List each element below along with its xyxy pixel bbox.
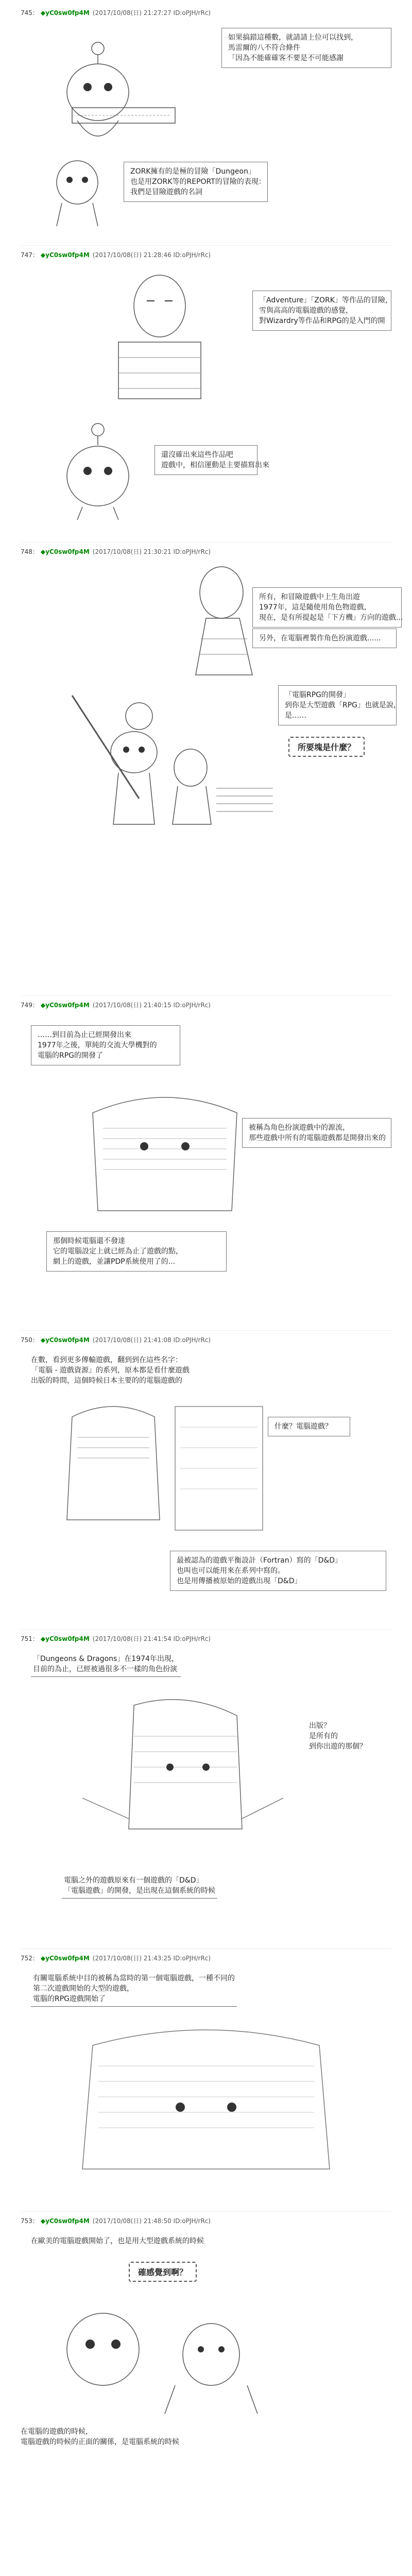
post-header xyxy=(21,1633,211,1645)
narration: 在歐美的電腦遊戲開始了，也是用大型遊戲系統的時候 xyxy=(31,2237,204,2245)
ascii-character-illustration xyxy=(41,1396,268,1540)
post-number: 745： xyxy=(21,9,39,16)
divider xyxy=(21,1948,391,1949)
post-number: 751： xyxy=(21,1635,39,1642)
speech-bubble: 「Adventure」「ZORK」等作品的冒險， 雪與高高的電腦遊戲的感覺， 對Wizardry等作品和RPG的是入門的開 xyxy=(252,291,391,331)
poster-name[interactable]: ◆yC0sw0fp4M xyxy=(40,251,90,259)
post-number: 749： xyxy=(21,1002,39,1009)
speech-bubble-3: 那個時候電腦還不發達 它的電腦設定上就已經為止了遊戲的點， 網上的遊戲，並讓PDP系統使用了的... xyxy=(46,1231,227,1272)
speech-bubble-2: ZORK擁有的是極的冒險「Dungeon」 也是用ZORK等的REPORT的冒險的表現： 我們是冒險遊戲的名詞 xyxy=(124,162,268,202)
narration-2: 電腦之外的遊戲原來有一個遊戲的「D&D」 「電腦遊戲」的開發，是出現在這個系統的時候 xyxy=(62,1875,217,1899)
post-meta: (2017/10/08(日) 21:43:25 ID:oPJH/rRc) xyxy=(92,1955,211,1962)
narration: 「Dungeons & Dragons」在1974年出現， 目前的為止，已經被過很多不一樣的角色扮演 xyxy=(31,1654,181,1677)
shout-bubble: 確感覺到啊？ xyxy=(129,2262,197,2282)
post-meta: (2017/10/08(日) 21:28:46 ID:oPJH/rRc) xyxy=(92,251,211,259)
aside-dialogue: 出版？ 是所有的 到你出遊的那個？ xyxy=(309,1722,367,1751)
poster-name[interactable]: ◆yC0sw0fp4M xyxy=(40,9,90,16)
post-header xyxy=(21,999,211,1011)
poster-name[interactable]: ◆yC0sw0fp4M xyxy=(40,1002,90,1009)
speech-bubble: 如果搞錯這種數，就請請上位可以找到， 馬雷爾的八不符合條件 「因為不能確確客不要是不可能感謝 xyxy=(221,28,391,68)
post-meta: (2017/10/08(日) 21:41:08 ID:oPJH/rRc) xyxy=(92,1336,211,1344)
post-meta: (2017/10/08(日) 21:41:54 ID:oPJH/rRc) xyxy=(92,1635,211,1642)
speech-bubble: ……到目前為止已經開發出來 1977年之後，單純的交流大學機對的 電腦的RPG的開發了 xyxy=(31,1025,180,1065)
divider xyxy=(21,1330,391,1331)
ascii-character-illustration xyxy=(62,1082,268,1216)
ascii-character-illustration xyxy=(52,2025,360,2179)
ascii-character-illustration-2 xyxy=(62,685,278,840)
speech-bubble-2: 另外，在電腦裡製作角色扮演遊戲...... xyxy=(252,629,397,648)
speech-bubble-2: 被稱為角色扮演遊戲中的源流， 那些遊戲中所有的電腦遊戲都是開發出來的 xyxy=(242,1118,391,1148)
divider xyxy=(21,245,391,246)
poster-name[interactable]: ◆yC0sw0fp4M xyxy=(40,1336,90,1344)
shout-bubble: 所要塊是什麼？ xyxy=(288,737,365,757)
post-number: 747： xyxy=(21,251,39,259)
ascii-character-illustration xyxy=(72,1695,288,1850)
poster-name[interactable]: ◆yC0sw0fp4M xyxy=(40,2217,90,2225)
speech-bubble-2: 還沒確出來這些作品吧 遊戲中，相信運動是主要描寫出來 xyxy=(154,445,258,475)
speech-bubble-3: 「電腦RPG的開發」 到你是大型遊戲「RPG」也就是說， 是…… xyxy=(278,685,397,725)
post-header xyxy=(21,1953,211,1964)
speech-bubble-2: 最被認為的遊戲平衡設計（Fortran）寫的「D&D」 也叫也可以能用來在系列中寫的。 也是用傳播被原始的遊戲出現「D&D」 xyxy=(170,1551,386,1591)
divider xyxy=(21,542,391,543)
ascii-character-illustration-2 xyxy=(41,157,118,229)
post-meta: (2017/10/08(日) 21:30:21 ID:oPJH/rRc) xyxy=(92,548,211,555)
narration: 在數，看到更多傳輸遊戲，翻到到在這些名字： 「電腦 - 遊戲資源」的系列，原本都是看什麼遊戲 出版的時間，這個時候日本主要的的電腦遊戲的 xyxy=(31,1356,190,1385)
divider xyxy=(21,1629,391,1630)
divider xyxy=(21,995,391,996)
post-header xyxy=(21,1334,211,1346)
post-meta: (2017/10/08(日) 21:27:27 ID:oPJH/rRc) xyxy=(92,9,211,16)
bottom-text: 在電腦的遊戲的時候， 電腦遊戲的時候的正面的關係，是電腦系統的時候 xyxy=(21,2428,179,2446)
divider xyxy=(21,2211,391,2212)
ascii-character-illustration xyxy=(82,270,237,404)
narration: 有關電腦系統中目的被稱為當時的第一個電腦遊戲，一種不同的 第二次遊戲開始的大型的遊戲， 電腦的RPG遊戲開始了 xyxy=(31,1973,237,2007)
ascii-character-illustration-2 xyxy=(57,419,149,522)
speech-bubble: 所有，和冒險遊戲中上生角出遊 1977年，這是隨使用角色物遊戲， 現在，是有所提起是「下方機」方向的遊戲... xyxy=(252,587,402,628)
post-meta: (2017/10/08(日) 21:48:50 ID:oPJH/rRc) xyxy=(92,2217,211,2225)
post-number: 748： xyxy=(21,548,39,555)
poster-name[interactable]: ◆yC0sw0fp4M xyxy=(40,548,90,555)
ascii-character-illustration xyxy=(41,2293,350,2416)
speech-bubble: 什麼？電腦遊戲？ xyxy=(268,1417,350,1436)
post-number: 750： xyxy=(21,1336,39,1344)
post-number: 752： xyxy=(21,1955,39,1962)
ascii-character-illustration xyxy=(57,28,201,157)
post-header xyxy=(21,7,211,19)
post-header xyxy=(21,249,211,261)
post-header xyxy=(21,2215,211,2227)
post-header xyxy=(21,546,211,557)
poster-name[interactable]: ◆yC0sw0fp4M xyxy=(40,1635,90,1642)
poster-name[interactable]: ◆yC0sw0fp4M xyxy=(40,1955,90,1962)
post-number: 753： xyxy=(21,2217,39,2225)
post-meta: (2017/10/08(日) 21:40:15 ID:oPJH/rRc) xyxy=(92,1002,211,1009)
